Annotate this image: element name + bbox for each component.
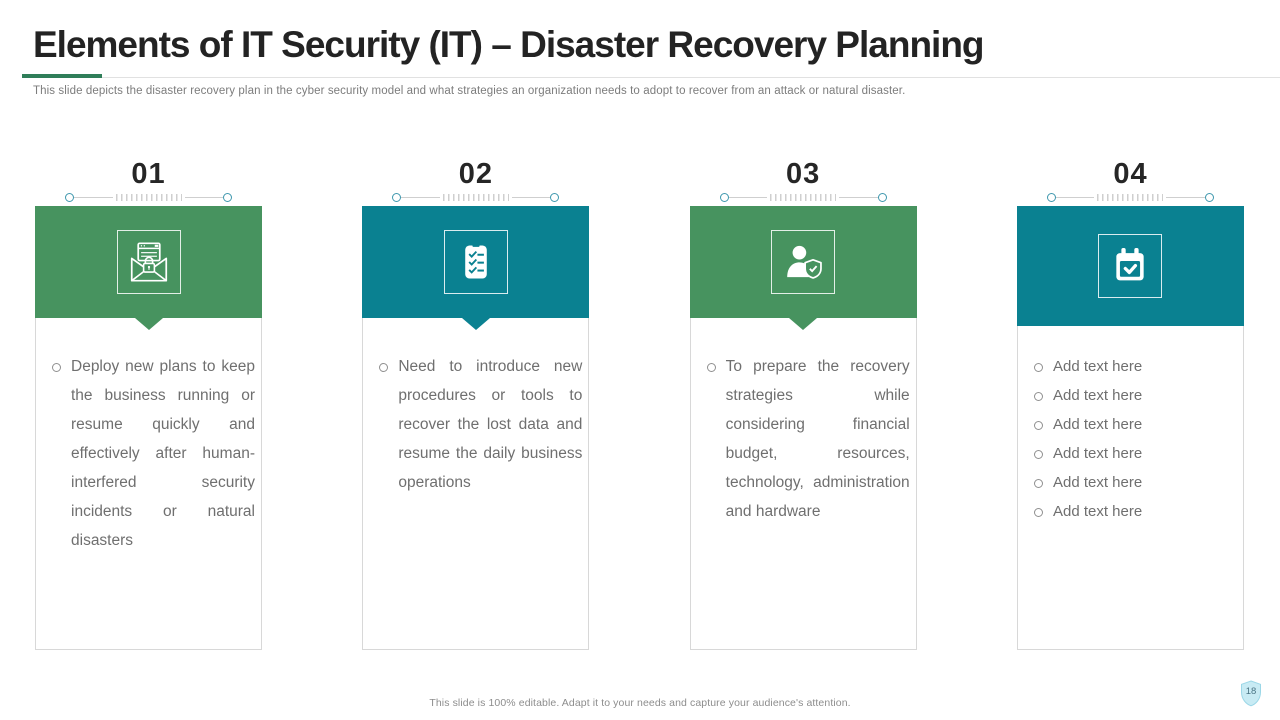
mail-security-icon bbox=[126, 239, 172, 285]
bullet-text: To prepare the recovery strategies while considering financial budget, resources, technology, administration and hardware bbox=[725, 358, 910, 520]
bullet-icon bbox=[379, 363, 388, 372]
connector-line bbox=[1056, 197, 1095, 198]
column-3 bbox=[690, 158, 917, 650]
column-2-body bbox=[363, 318, 588, 649]
bullet-icon bbox=[1034, 508, 1043, 517]
column-1 bbox=[35, 158, 262, 650]
bullet-list bbox=[49, 352, 255, 555]
column-1-connector bbox=[35, 193, 262, 202]
connector-ticks bbox=[770, 194, 836, 201]
text-placeholder[interactable] bbox=[1031, 352, 1237, 381]
column-4-connector bbox=[1017, 193, 1244, 202]
connector-line bbox=[1166, 197, 1205, 198]
connector-dot-right bbox=[223, 193, 232, 202]
calendar-check-icon bbox=[1107, 243, 1153, 289]
bullet-text: Add text here bbox=[1052, 358, 1143, 375]
icon-frame bbox=[444, 230, 508, 294]
column-4-number: 04 bbox=[1113, 158, 1148, 190]
connector-ticks bbox=[443, 194, 509, 201]
icon-frame bbox=[771, 230, 835, 294]
text-placeholder[interactable] bbox=[1031, 468, 1237, 497]
connector-dot-right bbox=[1205, 193, 1214, 202]
column-3-connector bbox=[690, 193, 917, 202]
icon-frame bbox=[1098, 234, 1162, 298]
bullet-list bbox=[704, 352, 910, 526]
connector-line bbox=[74, 197, 113, 198]
connector-dot-right bbox=[878, 193, 887, 202]
column-2-header bbox=[362, 206, 589, 318]
column-2-card bbox=[362, 206, 589, 650]
bullet-list bbox=[376, 352, 582, 497]
page-number-badge bbox=[1239, 680, 1263, 707]
column-1-card bbox=[35, 206, 262, 650]
icon-frame bbox=[117, 230, 181, 294]
connector-line bbox=[729, 197, 768, 198]
bullet-text: Add text here bbox=[1052, 503, 1143, 520]
checklist-icon bbox=[453, 239, 499, 285]
bullet-text: Need to introduce new procedures or tools to recover the lost data and resume the daily business operations bbox=[398, 358, 583, 491]
bullet-icon bbox=[1034, 421, 1043, 430]
column-1-number: 01 bbox=[131, 158, 166, 190]
connector-ticks bbox=[1097, 194, 1163, 201]
connector-line bbox=[185, 197, 224, 198]
columns-container bbox=[35, 158, 1244, 650]
text-placeholder[interactable] bbox=[1031, 381, 1237, 410]
text-placeholder[interactable] bbox=[1031, 410, 1237, 439]
column-4-body bbox=[1018, 326, 1243, 649]
column-3-body bbox=[691, 318, 916, 649]
connector-dot-left bbox=[1047, 193, 1056, 202]
page-subtitle: This slide depicts the disaster recovery plan in the cyber security model and what strategies an organization needs to adopt to recover from an attack or natural disaster. bbox=[33, 85, 906, 97]
column-1-header bbox=[35, 206, 262, 318]
connector-line bbox=[839, 197, 878, 198]
footer-note: This slide is 100% editable. Adapt it to your needs and capture your audience's attention. bbox=[429, 697, 851, 709]
bullet-icon bbox=[1034, 450, 1043, 459]
column-4-header bbox=[1017, 206, 1244, 326]
page-title: Elements of IT Security (IT) – Disaster Recovery Planning bbox=[33, 24, 984, 65]
connector-dot-right bbox=[550, 193, 559, 202]
column-3-header bbox=[690, 206, 917, 318]
bullet-text: Add text here bbox=[1052, 445, 1143, 462]
user-shield-icon bbox=[780, 239, 826, 285]
bullet-icon bbox=[1034, 363, 1043, 372]
column-4-card bbox=[1017, 206, 1244, 650]
connector-line bbox=[512, 197, 551, 198]
title-divider bbox=[22, 77, 1280, 78]
bullet-icon bbox=[1034, 479, 1043, 488]
column-2-number: 02 bbox=[458, 158, 493, 190]
column-3-number: 03 bbox=[786, 158, 821, 190]
text-placeholder[interactable] bbox=[1031, 497, 1237, 526]
bullet-list bbox=[1031, 352, 1237, 526]
connector-dot-left bbox=[65, 193, 74, 202]
column-1-body bbox=[36, 318, 261, 649]
bullet-text: Deploy new plans to keep the business running or resume quickly and effectively after human-interfered security incidents or natural disasters bbox=[71, 358, 255, 549]
title-accent-bar bbox=[22, 74, 102, 78]
column-2 bbox=[362, 158, 589, 650]
bullet-item bbox=[376, 352, 582, 497]
bullet-text: Add text here bbox=[1052, 387, 1143, 404]
connector-ticks bbox=[116, 194, 182, 201]
bullet-text: Add text here bbox=[1052, 474, 1143, 491]
text-placeholder[interactable] bbox=[1031, 439, 1237, 468]
connector-dot-left bbox=[392, 193, 401, 202]
column-2-connector bbox=[362, 193, 589, 202]
column-4 bbox=[1017, 158, 1244, 650]
bullet-icon bbox=[1034, 392, 1043, 401]
bullet-item bbox=[49, 352, 255, 555]
bullet-icon bbox=[52, 363, 61, 372]
connector-line bbox=[401, 197, 440, 198]
bullet-text: Add text here bbox=[1052, 416, 1143, 433]
connector-dot-left bbox=[720, 193, 729, 202]
bullet-item bbox=[704, 352, 910, 526]
bullet-icon bbox=[707, 363, 716, 372]
column-3-card bbox=[690, 206, 917, 650]
page-number: 18 bbox=[1245, 686, 1257, 697]
